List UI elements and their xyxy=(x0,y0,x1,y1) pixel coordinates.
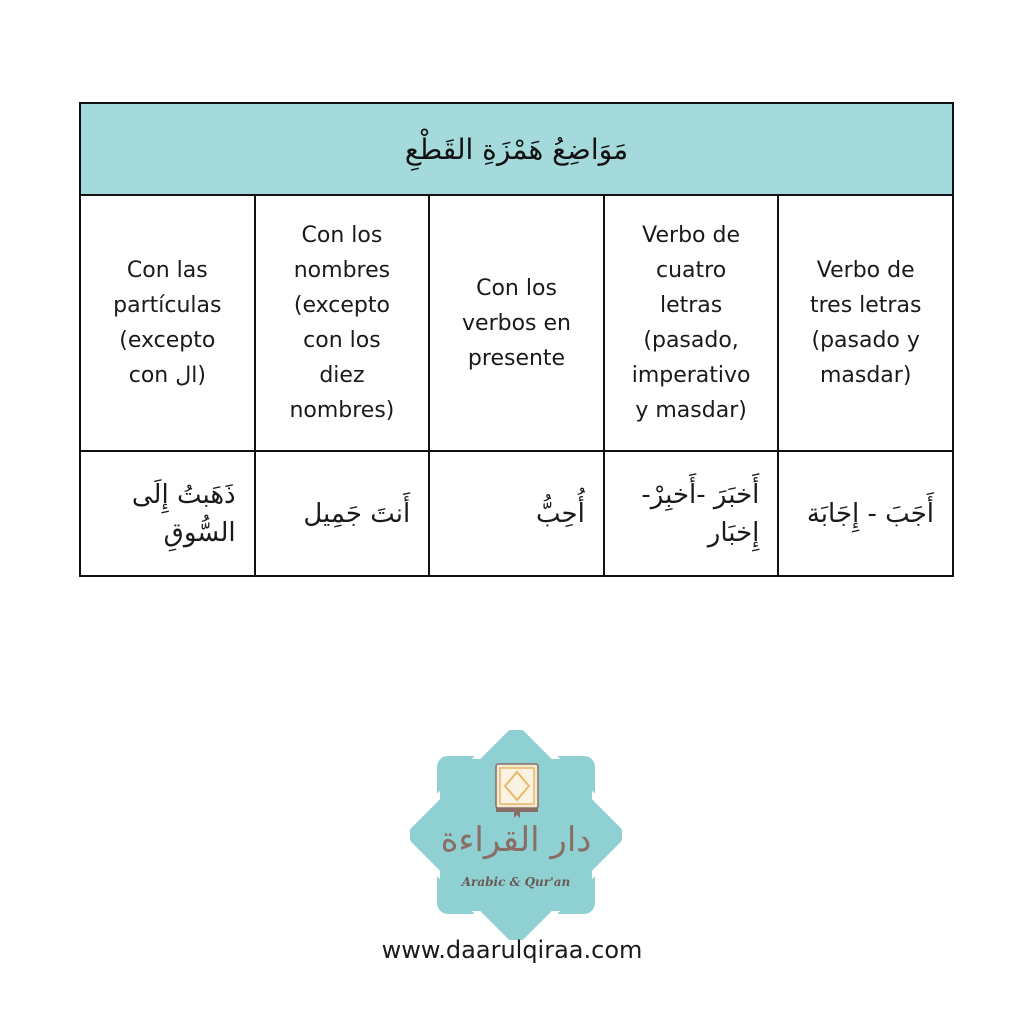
description-text: Con los nombres (excepto con los diez nombres) xyxy=(289,223,395,423)
table-title: مَوَاضِعُ هَمْزَةِ القَطْعِ xyxy=(404,132,629,166)
logo-arabic-name: دار القراءة xyxy=(440,820,592,860)
example-cell-nouns xyxy=(254,452,429,575)
description-cell-present-verbs xyxy=(428,196,603,450)
description-row xyxy=(81,196,952,452)
description-text: Verbo de tres letras (pasado y masdar) xyxy=(809,258,922,388)
description-cell-four-letter-verb xyxy=(603,196,778,450)
description-cell-particles xyxy=(81,196,254,450)
example-cell-three-letter-verb xyxy=(777,452,952,575)
daar-ul-qiraa-logo xyxy=(410,730,622,940)
description-cell-nouns xyxy=(254,196,429,450)
description-text: Con las partículas (excepto con ال) xyxy=(113,258,222,388)
description-text: Con los verbos en presente xyxy=(462,275,571,371)
example-text: أَنتَ جَمِيل xyxy=(303,498,411,529)
book-icon xyxy=(496,764,538,818)
example-text: أَخبَرَ -أَخبِرْ- إِخبَار xyxy=(641,479,760,548)
example-text: أُحِبُّ xyxy=(535,498,585,529)
example-text: أَجَبَ - إِجَابَة xyxy=(806,498,934,529)
description-cell-three-letter-verb xyxy=(777,196,952,450)
table-header xyxy=(81,104,952,196)
website-link[interactable]: www.daarulqiraa.com xyxy=(381,936,643,964)
example-cell-four-letter-verb xyxy=(603,452,778,575)
example-cell-particles xyxy=(81,452,254,575)
logo-tagline: Arabic & Qur'an xyxy=(461,875,571,889)
example-row xyxy=(81,452,952,575)
description-text: Verbo de cuatro letras (pasado, imperativo y masdar) xyxy=(631,223,751,423)
example-cell-present-verbs xyxy=(428,452,603,575)
hamzah-table xyxy=(79,102,954,577)
example-text: ذَهَبتُ إِلَى السُّوقِ xyxy=(131,479,236,548)
